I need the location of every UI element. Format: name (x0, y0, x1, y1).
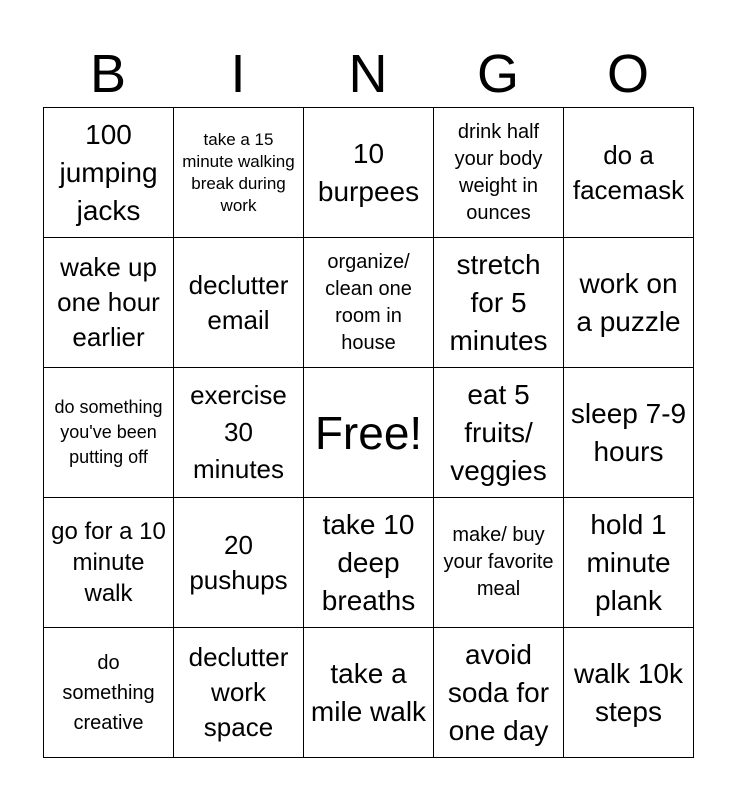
bingo-cell[interactable] (174, 238, 304, 368)
cell-text: walk 10k steps (574, 657, 683, 727)
cell-text: drink half your body weight in ounces (454, 120, 543, 224)
bingo-cell[interactable] (564, 238, 694, 368)
bingo-cell[interactable] (434, 108, 564, 238)
bingo-cell[interactable] (564, 498, 694, 628)
bingo-grid (43, 107, 694, 758)
cell-text: declutter email (188, 269, 289, 335)
cell-text: work on a puzzle (576, 267, 681, 337)
cell-text: sleep 7-9 hours (570, 397, 687, 467)
bingo-cell[interactable] (564, 628, 694, 758)
bingo-cell[interactable] (174, 108, 304, 238)
header-letter-i: I (230, 44, 246, 104)
bingo-cell[interactable] (174, 498, 304, 628)
bingo-cell[interactable] (434, 368, 564, 498)
cell-text: do something you've been putting off (54, 397, 163, 467)
bingo-cell[interactable] (44, 628, 174, 758)
bingo-cell[interactable] (304, 498, 434, 628)
cell-text: 100 jumping jacks (59, 118, 158, 226)
bingo-cell[interactable] (174, 368, 304, 498)
header-letter-n: N (348, 44, 388, 104)
cell-text: hold 1 minute plank (586, 508, 671, 616)
bingo-cell[interactable] (434, 498, 564, 628)
header-letter-o: O (606, 44, 649, 104)
cell-text: 20 pushups (189, 529, 288, 595)
header-letter-g: G (476, 44, 519, 104)
header-letter-b: B (89, 44, 127, 104)
cell-text: do something creative (62, 651, 155, 734)
cell-text: exercise 30 minutes (190, 380, 287, 484)
free-space-label: Free! (314, 406, 423, 459)
bingo-cell[interactable] (304, 238, 434, 368)
cell-text: take a mile walk (310, 657, 427, 727)
cell-text: make/ buy your favorite meal (443, 524, 554, 600)
bingo-cell[interactable] (44, 498, 174, 628)
bingo-header (43, 42, 693, 106)
cell-text: 10 burpees (317, 137, 420, 207)
bingo-cell[interactable] (44, 108, 174, 238)
cell-text: wake up one hour earlier (57, 252, 160, 352)
bingo-cell[interactable] (564, 368, 694, 498)
free-space-cell[interactable] (304, 368, 434, 498)
bingo-cell[interactable] (564, 108, 694, 238)
bingo-cell[interactable] (434, 238, 564, 368)
bingo-cell[interactable] (304, 628, 434, 758)
cell-text: take a 15 minute walking break during work (182, 129, 295, 215)
bingo-cell[interactable] (44, 368, 174, 498)
cell-text: declutter work space (188, 642, 289, 742)
cell-text: avoid soda for one day (447, 638, 550, 746)
bingo-cell[interactable] (304, 108, 434, 238)
cell-text: take 10 deep breaths (321, 508, 416, 616)
cell-text: do a facemask (572, 139, 685, 205)
cell-text: eat 5 fruits/ veggies (450, 378, 547, 486)
cell-text: organize/ clean one room in house (325, 250, 412, 354)
bingo-cell[interactable] (174, 628, 304, 758)
bingo-cell[interactable] (44, 238, 174, 368)
bingo-cell[interactable] (434, 628, 564, 758)
cell-text: stretch for 5 minutes (449, 248, 548, 356)
cell-text: go for a 10 minute walk (51, 518, 166, 607)
